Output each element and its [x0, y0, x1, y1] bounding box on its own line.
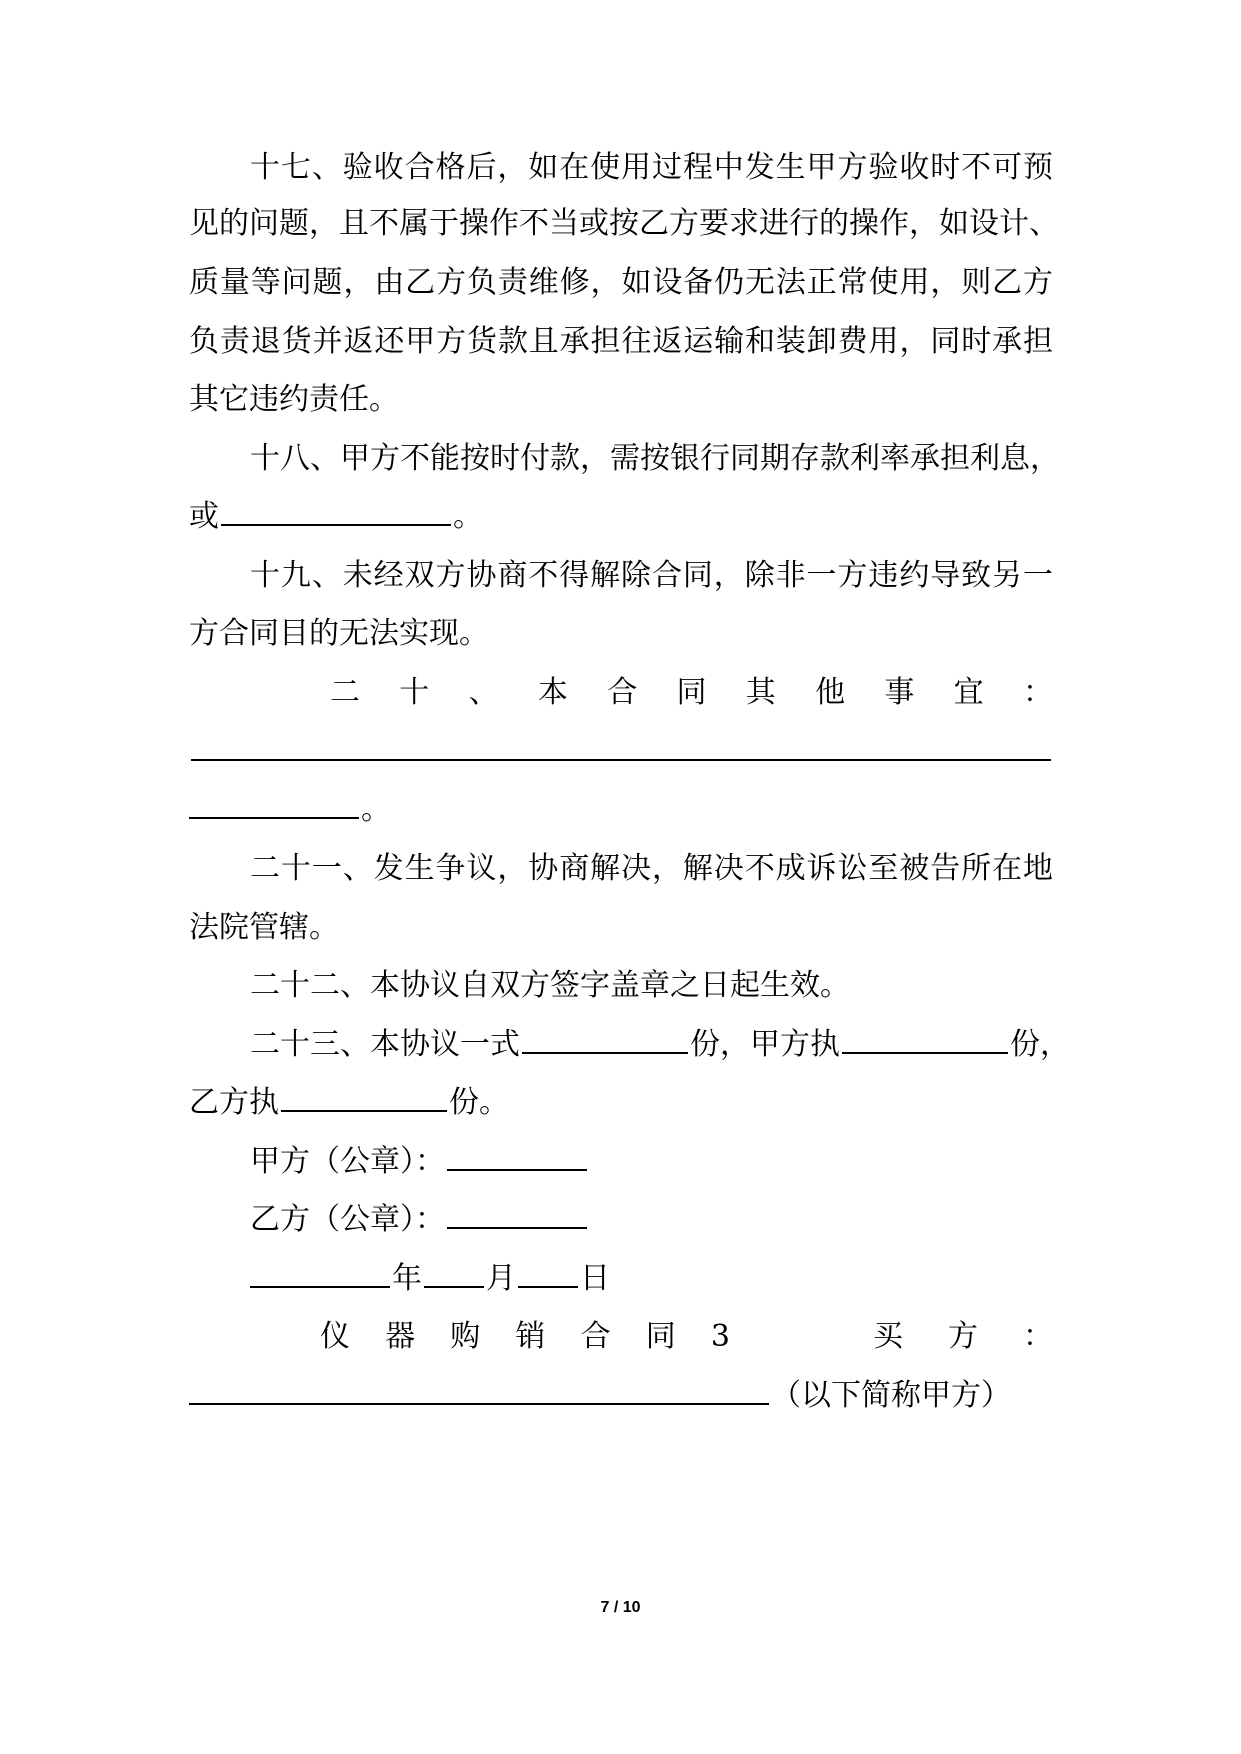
- buyer-line: [189, 1376, 1053, 1416]
- title-char: 3: [710, 1319, 730, 1354]
- year-label: 年: [392, 1261, 422, 1296]
- clause-18-line-1: 十八、甲方不能按时付款，需按银行同期存款利率承担利息，: [250, 441, 1060, 476]
- clause-17-line-2: 见的问题，且不属于操作不当或按乙方要求进行的操作，如设计、: [189, 206, 1059, 241]
- clause-20-char: 合: [607, 675, 638, 710]
- clause-17-line-5: 其它违约责任。: [189, 382, 399, 417]
- clause-20-char: ：: [1022, 675, 1053, 710]
- clause-23-text-e: 份。: [449, 1085, 509, 1120]
- blank-line: [250, 1286, 390, 1288]
- clause-23-line-1: [250, 1025, 1070, 1065]
- title-char: 仪: [320, 1319, 350, 1354]
- clause-20-char: 二: [330, 675, 360, 710]
- clause-17-line-3: 质量等问题，由乙方负责维修，如设备仍无法正常使用，则乙方: [189, 265, 1053, 300]
- clause-20-char: 他: [815, 675, 846, 710]
- clause-20-char: 其: [745, 675, 776, 710]
- title-char: 合: [580, 1319, 611, 1354]
- blank-line: [447, 1169, 587, 1171]
- clause-19-line-1: 十九、未经双方协商不得解除合同，除非一方违约导致另一: [250, 558, 1053, 593]
- clause-20-char: 宜: [953, 675, 984, 710]
- clause-17-line-4: 负责退货并返还甲方货款且承担往返运输和装卸费用，同时承担: [189, 324, 1053, 359]
- blank-line: [189, 817, 359, 819]
- clause-18-suffix: 。: [453, 499, 483, 534]
- title-char: 同: [645, 1319, 676, 1354]
- blank-line: [424, 1286, 484, 1288]
- month-label: 月: [486, 1261, 516, 1296]
- blank-line: [447, 1227, 587, 1229]
- title-char: 购: [450, 1319, 481, 1354]
- clause-18-line-2: [189, 497, 1053, 537]
- buyer-label: [873, 1317, 1053, 1357]
- page-number: 7 / 10: [600, 1599, 641, 1616]
- blank-line: [522, 1052, 688, 1054]
- title-char: 销: [515, 1319, 546, 1354]
- blank-line: [189, 1403, 769, 1405]
- date-line: [250, 1259, 1053, 1299]
- clause-21-line-2: 法院管辖。: [189, 910, 339, 945]
- buyer-char: 方: [948, 1319, 978, 1354]
- blank-line: [191, 759, 1051, 761]
- party-b-seal: [250, 1200, 1053, 1240]
- clause-23-text-d: 乙方执: [189, 1085, 279, 1120]
- party-b-label: 乙方（公章）：: [250, 1202, 445, 1237]
- buyer-char: 买: [873, 1319, 903, 1354]
- clause-20-line-1: [330, 673, 1053, 713]
- clause-22-line-1: 二十二、本协议自双方签字盖章之日起生效。: [250, 968, 850, 1003]
- clause-20-char: 同: [676, 675, 707, 710]
- contract-title: [320, 1317, 730, 1357]
- clause-23-text-b: 份，甲方执: [690, 1027, 840, 1062]
- blank-line: [518, 1286, 578, 1288]
- clause-20-char: 、: [468, 675, 499, 710]
- clause-20-suffix: 。: [361, 792, 391, 827]
- day-label: 日: [580, 1261, 610, 1296]
- clause-18-prefix: 或: [189, 499, 219, 534]
- clause-19-line-2: 方合同目的无法实现。: [189, 616, 489, 651]
- next-contract-heading: [320, 1317, 1053, 1357]
- clause-20-char: 本: [537, 675, 568, 710]
- blank-line: [221, 524, 451, 526]
- party-a-label: 甲方（公章）：: [250, 1144, 445, 1179]
- party-a-seal: [250, 1142, 1053, 1182]
- title-char: 器: [385, 1319, 416, 1354]
- clause-20-char: 十: [399, 675, 430, 710]
- buyer-char: ：: [1023, 1319, 1053, 1354]
- blank-line: [281, 1110, 447, 1112]
- clause-21-line-1: 二十一、发生争议，协商解决，解决不成诉讼至被告所在地: [250, 851, 1053, 886]
- clause-20-line-3: [189, 790, 1053, 830]
- clause-20-char: 事: [884, 675, 915, 710]
- buyer-suffix: （以下简称甲方）: [771, 1378, 1011, 1413]
- blank-line: [842, 1052, 1008, 1054]
- clause-23-line-2: [189, 1083, 1053, 1123]
- clause-17-line-1: 十七、验收合格后，如在使用过程中发生甲方验收时不可预: [250, 150, 1053, 185]
- clause-23-text-a: 二十三、本协议一式: [250, 1027, 520, 1062]
- clause-23-text-c: 份，: [1010, 1027, 1070, 1062]
